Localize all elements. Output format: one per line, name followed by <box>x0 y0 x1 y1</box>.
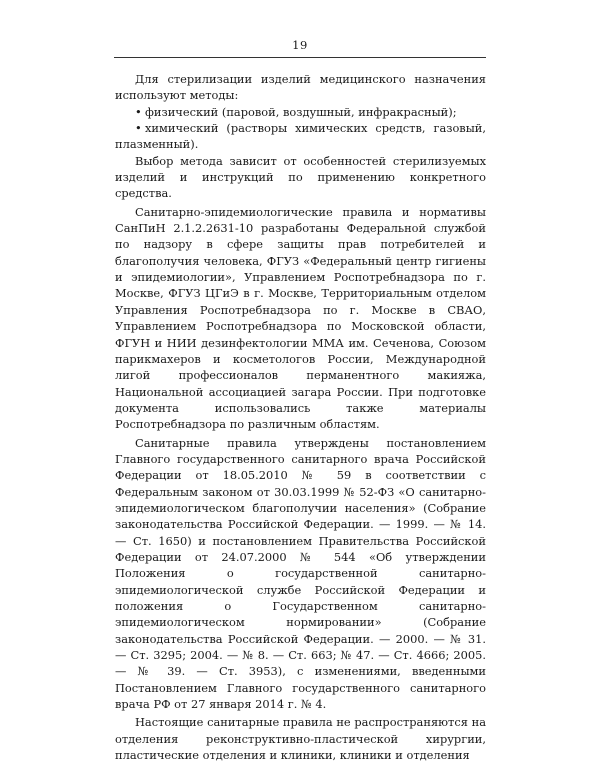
body-text <box>115 71 486 763</box>
bullet-marker: • <box>135 121 142 136</box>
bullet-marker: • <box>135 104 142 119</box>
bullet-item-chemical <box>115 120 486 153</box>
paragraph-text: Выбор метода зависит от особенностей стерилизуемых изделий и инструкций по применению конкретного средства. <box>115 153 486 201</box>
bullet-text: химический (растворы химических средств, газовый, плазменный). <box>115 121 486 152</box>
paragraph-text: Санитарно-эпидемиологические правила и нормативы СанПиН 2.1.2.2631-10 разработаны Федеральной службой по надзору в сфере защиты прав потребителей и благополучия человека, ФГУЗ «Федеральный центр гигиены и эпидемиологии», Управлением Роспотребнадзора по г. Москве, ФГУЗ ЦГиЭ в г. Москве, Территориальным отделом Управления Роспотребнадзора по г. Москве в СВАО, Управлением Роспотребнадзора по Московской области, ФГУН и НИИ дезинфектологии ММА им. Сеченова, Союзом парикмахеров и косметологов России, Международной лигой профессионалов перманентного макияжа, Национальной ассоциацией загара России. При подготовке документа использовались также материалы Роспотребнадзора по различным областям. <box>115 204 486 432</box>
paragraph-text: Настоящие санитарные правила не распространяются на отделения реконструктивно-пластической хирургии, пластические отделения и клиники, клиники и отделения <box>115 715 486 763</box>
paragraph-text: Для стерилизации изделий медицинского назначения используют методы: <box>115 72 486 103</box>
paragraph-sanpin-developers <box>115 204 486 433</box>
page-number: 19 <box>292 38 308 52</box>
paragraph-scope <box>115 714 486 763</box>
bullet-text: физический (паровой, воздушный, инфракрасный); <box>145 104 457 119</box>
bullet-item-physical <box>115 104 486 120</box>
paragraph-method-choice <box>115 153 486 202</box>
paragraph-approval <box>115 435 486 713</box>
header-rule <box>114 57 486 58</box>
paragraph-methods-intro <box>115 71 486 104</box>
paragraph-text: Санитарные правила утверждены постановлением Главного государственного санитарного врача Российской Федерации от 18.05.2010 № 59 в соответствии с Федеральным законом от 30.03.1999 № 52-ФЗ «О санитарно-эпидемиологическом благополучии населения» (Собрание законодательства Российской Федерации. — 1999. — № 14. — Ст. 1650) и постановлением Правительства Российской Федерации от 24.07.2000 № 544 «Об утверждении Положения о государственной санитарно-эпидемиологической службе Российской Федерации и положения о Государственном санитарно-эпидемиологическом нормировании» (Собрание законодательства Российской Федерации. — 2000. — № 31. — Ст. 3295; 2004. — № 8. — Ст. 663; № 47. — Ст. 4666; 2005. — № 39. — Ст. 3953), с изменениями, введенными Постановлением Главного государственного санитарного врача РФ от 27 января 2014 г. № 4. <box>115 435 486 712</box>
